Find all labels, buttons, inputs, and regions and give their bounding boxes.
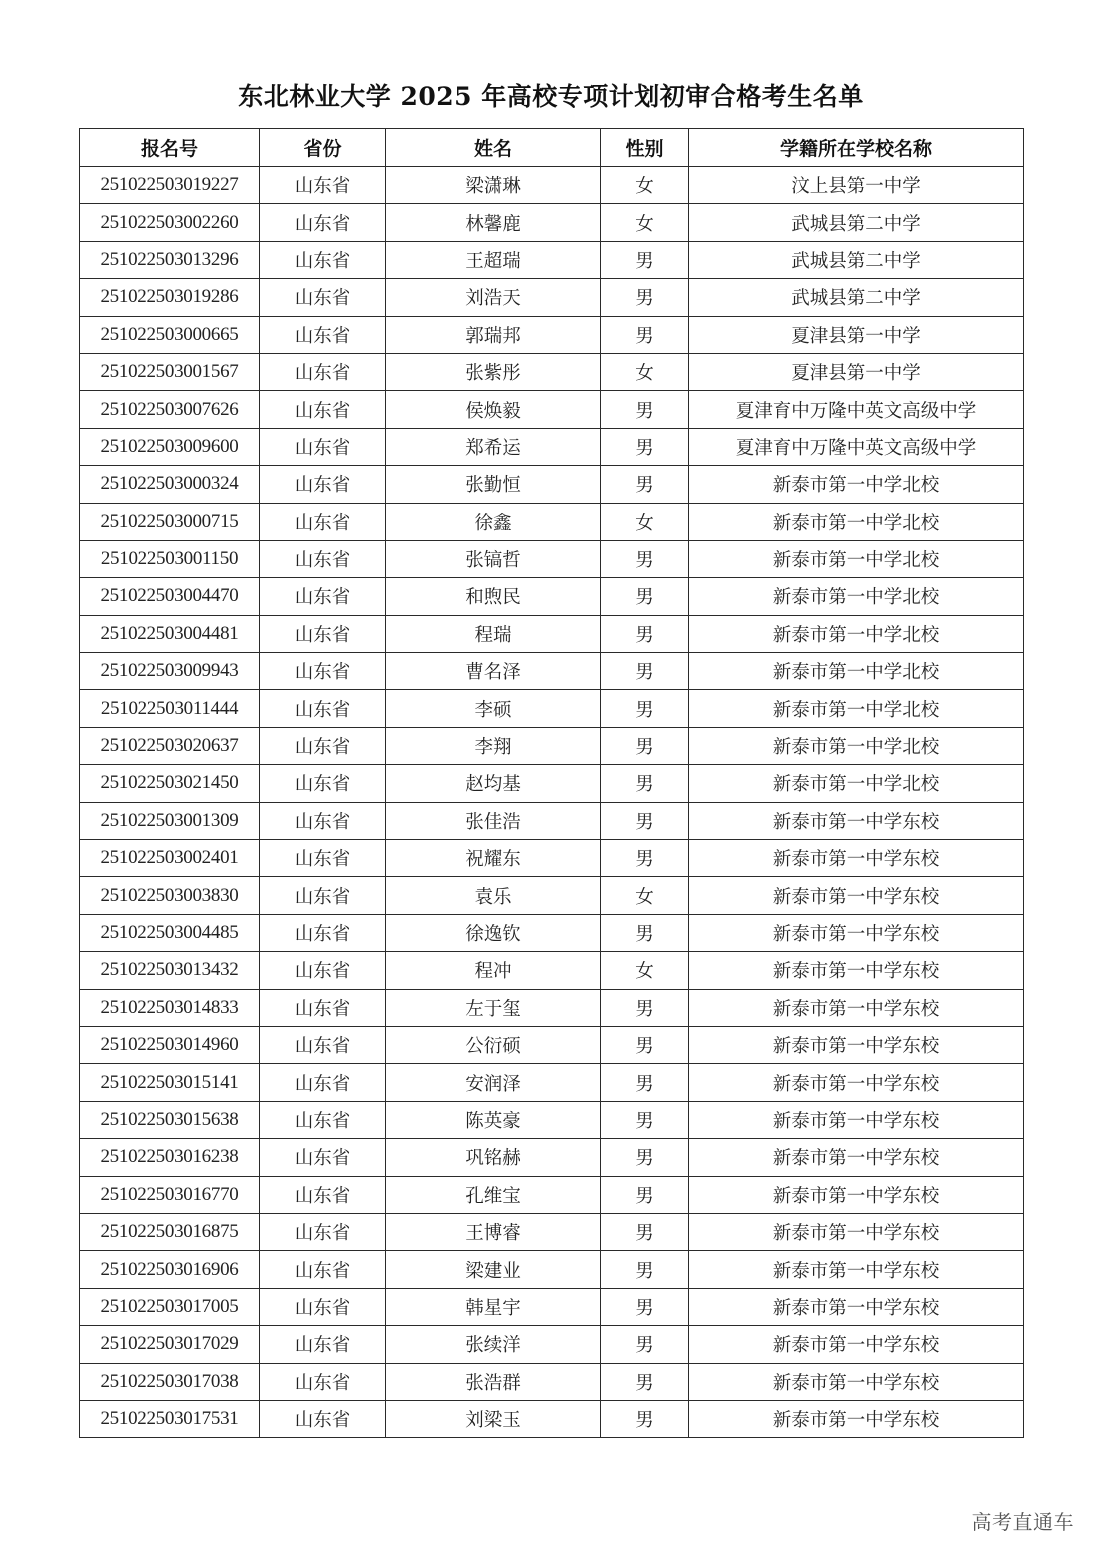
school-cell: 新泰市第一中学东校 bbox=[689, 1064, 1024, 1101]
table-row bbox=[80, 578, 1024, 615]
province-cell: 山东省 bbox=[260, 428, 386, 465]
school-cell: 新泰市第一中学北校 bbox=[689, 503, 1024, 540]
gender-cell: 男 bbox=[601, 279, 689, 316]
province-cell: 山东省 bbox=[260, 653, 386, 690]
table-row bbox=[80, 503, 1024, 540]
header-name: 姓名 bbox=[386, 129, 601, 167]
school-cell: 夏津育中万隆中英文高级中学 bbox=[689, 428, 1024, 465]
school-cell: 夏津育中万隆中英文高级中学 bbox=[689, 391, 1024, 428]
name-cell: 左于玺 bbox=[386, 989, 601, 1026]
name-cell: 巩铭赫 bbox=[386, 1139, 601, 1176]
province-cell: 山东省 bbox=[260, 279, 386, 316]
header-gender: 性别 bbox=[601, 129, 689, 167]
name-cell: 公衍硕 bbox=[386, 1026, 601, 1063]
registration-number-cell: 251022503013432 bbox=[80, 952, 260, 989]
province-cell: 山东省 bbox=[260, 1213, 386, 1250]
name-cell: 李硕 bbox=[386, 690, 601, 727]
school-cell: 武城县第二中学 bbox=[689, 279, 1024, 316]
document-title: 东北林业大学 2025 年高校专项计划初审合格考生名单 bbox=[238, 82, 864, 111]
gender-cell: 男 bbox=[601, 1251, 689, 1288]
school-cell: 新泰市第一中学东校 bbox=[689, 989, 1024, 1026]
province-cell: 山东省 bbox=[260, 391, 386, 428]
registration-number-cell: 251022503016238 bbox=[80, 1139, 260, 1176]
name-cell: 林馨鹿 bbox=[386, 204, 601, 241]
school-cell: 新泰市第一中学东校 bbox=[689, 1400, 1024, 1437]
school-cell: 新泰市第一中学北校 bbox=[689, 653, 1024, 690]
school-cell: 新泰市第一中学东校 bbox=[689, 1288, 1024, 1325]
registration-number-cell: 251022503001150 bbox=[80, 540, 260, 577]
school-cell: 新泰市第一中学北校 bbox=[689, 466, 1024, 503]
table-row bbox=[80, 765, 1024, 802]
name-cell: 郭瑞邦 bbox=[386, 316, 601, 353]
registration-number-cell: 251022503000324 bbox=[80, 466, 260, 503]
gender-cell: 男 bbox=[601, 690, 689, 727]
province-cell: 山东省 bbox=[260, 540, 386, 577]
registration-number-cell: 251022503016906 bbox=[80, 1251, 260, 1288]
school-cell: 夏津县第一中学 bbox=[689, 316, 1024, 353]
table-header-row bbox=[80, 129, 1024, 167]
province-cell: 山东省 bbox=[260, 952, 386, 989]
province-cell: 山东省 bbox=[260, 1400, 386, 1437]
table-row bbox=[80, 1326, 1024, 1363]
province-cell: 山东省 bbox=[260, 802, 386, 839]
table-row bbox=[80, 952, 1024, 989]
gender-cell: 男 bbox=[601, 1101, 689, 1138]
gender-cell: 女 bbox=[601, 877, 689, 914]
gender-cell: 男 bbox=[601, 428, 689, 465]
table-row bbox=[80, 690, 1024, 727]
registration-number-cell: 251022503020637 bbox=[80, 727, 260, 764]
table-row bbox=[80, 1288, 1024, 1325]
school-cell: 新泰市第一中学东校 bbox=[689, 1251, 1024, 1288]
school-cell: 新泰市第一中学东校 bbox=[689, 1213, 1024, 1250]
registration-number-cell: 251022503013296 bbox=[80, 241, 260, 278]
table-row bbox=[80, 167, 1024, 204]
province-cell: 山东省 bbox=[260, 503, 386, 540]
province-cell: 山东省 bbox=[260, 1064, 386, 1101]
table-row bbox=[80, 279, 1024, 316]
name-cell: 韩星宇 bbox=[386, 1288, 601, 1325]
registration-number-cell: 251022503009943 bbox=[80, 653, 260, 690]
table-row bbox=[80, 1101, 1024, 1138]
registration-number-cell: 251022503017029 bbox=[80, 1326, 260, 1363]
registration-number-cell: 251022503001309 bbox=[80, 802, 260, 839]
gender-cell: 男 bbox=[601, 989, 689, 1026]
school-cell: 新泰市第一中学东校 bbox=[689, 914, 1024, 951]
gender-cell: 女 bbox=[601, 204, 689, 241]
gender-cell: 男 bbox=[601, 914, 689, 951]
province-cell: 山东省 bbox=[260, 316, 386, 353]
name-cell: 郑希运 bbox=[386, 428, 601, 465]
table-row bbox=[80, 1213, 1024, 1250]
school-cell: 新泰市第一中学北校 bbox=[689, 727, 1024, 764]
table-row bbox=[80, 204, 1024, 241]
name-cell: 程冲 bbox=[386, 952, 601, 989]
table-row bbox=[80, 1026, 1024, 1063]
table-row bbox=[80, 241, 1024, 278]
registration-number-cell: 251022503002260 bbox=[80, 204, 260, 241]
school-cell: 汶上县第一中学 bbox=[689, 167, 1024, 204]
province-cell: 山东省 bbox=[260, 1176, 386, 1213]
table-row bbox=[80, 1363, 1024, 1400]
gender-cell: 男 bbox=[601, 1064, 689, 1101]
gender-cell: 男 bbox=[601, 578, 689, 615]
school-cell: 新泰市第一中学东校 bbox=[689, 1139, 1024, 1176]
province-cell: 山东省 bbox=[260, 353, 386, 390]
name-cell: 安润泽 bbox=[386, 1064, 601, 1101]
province-cell: 山东省 bbox=[260, 690, 386, 727]
registration-number-cell: 251022503016770 bbox=[80, 1176, 260, 1213]
table-row bbox=[80, 466, 1024, 503]
gender-cell: 男 bbox=[601, 1213, 689, 1250]
gender-cell: 女 bbox=[601, 503, 689, 540]
school-cell: 新泰市第一中学东校 bbox=[689, 802, 1024, 839]
gender-cell: 男 bbox=[601, 1176, 689, 1213]
registration-number-cell: 251022503021450 bbox=[80, 765, 260, 802]
header-province: 省份 bbox=[260, 129, 386, 167]
table-row bbox=[80, 1176, 1024, 1213]
gender-cell: 男 bbox=[601, 727, 689, 764]
name-cell: 刘梁玉 bbox=[386, 1400, 601, 1437]
name-cell: 李翔 bbox=[386, 727, 601, 764]
name-cell: 刘浩天 bbox=[386, 279, 601, 316]
name-cell: 祝耀东 bbox=[386, 840, 601, 877]
table-row bbox=[80, 840, 1024, 877]
school-cell: 新泰市第一中学东校 bbox=[689, 877, 1024, 914]
name-cell: 张佳浩 bbox=[386, 802, 601, 839]
province-cell: 山东省 bbox=[260, 765, 386, 802]
province-cell: 山东省 bbox=[260, 989, 386, 1026]
table-row bbox=[80, 428, 1024, 465]
gender-cell: 男 bbox=[601, 1139, 689, 1176]
province-cell: 山东省 bbox=[260, 241, 386, 278]
province-cell: 山东省 bbox=[260, 1026, 386, 1063]
school-cell: 武城县第二中学 bbox=[689, 241, 1024, 278]
table-row bbox=[80, 914, 1024, 951]
school-cell: 新泰市第一中学东校 bbox=[689, 1176, 1024, 1213]
registration-number-cell: 251022503000665 bbox=[80, 316, 260, 353]
school-cell: 夏津县第一中学 bbox=[689, 353, 1024, 390]
gender-cell: 男 bbox=[601, 802, 689, 839]
table-row bbox=[80, 1064, 1024, 1101]
table-row bbox=[80, 353, 1024, 390]
school-cell: 新泰市第一中学东校 bbox=[689, 1101, 1024, 1138]
province-cell: 山东省 bbox=[260, 914, 386, 951]
gender-cell: 男 bbox=[601, 316, 689, 353]
name-cell: 张续洋 bbox=[386, 1326, 601, 1363]
gender-cell: 女 bbox=[601, 952, 689, 989]
name-cell: 和煦民 bbox=[386, 578, 601, 615]
name-cell: 程瑞 bbox=[386, 615, 601, 652]
table-row bbox=[80, 615, 1024, 652]
province-cell: 山东省 bbox=[260, 1251, 386, 1288]
gender-cell: 男 bbox=[601, 1326, 689, 1363]
table-body bbox=[80, 167, 1024, 1438]
province-cell: 山东省 bbox=[260, 1326, 386, 1363]
school-cell: 武城县第二中学 bbox=[689, 204, 1024, 241]
registration-number-cell: 251022503015638 bbox=[80, 1101, 260, 1138]
name-cell: 张镐哲 bbox=[386, 540, 601, 577]
registration-number-cell: 251022503019227 bbox=[80, 167, 260, 204]
registration-number-cell: 251022503017038 bbox=[80, 1363, 260, 1400]
name-cell: 王博睿 bbox=[386, 1213, 601, 1250]
name-cell: 王超瑞 bbox=[386, 241, 601, 278]
name-cell: 徐鑫 bbox=[386, 503, 601, 540]
province-cell: 山东省 bbox=[260, 1363, 386, 1400]
gender-cell: 女 bbox=[601, 353, 689, 390]
school-cell: 新泰市第一中学东校 bbox=[689, 1026, 1024, 1063]
table-row bbox=[80, 653, 1024, 690]
gender-cell: 男 bbox=[601, 653, 689, 690]
gender-cell: 男 bbox=[601, 466, 689, 503]
province-cell: 山东省 bbox=[260, 727, 386, 764]
gender-cell: 男 bbox=[601, 391, 689, 428]
name-cell: 张勤恒 bbox=[386, 466, 601, 503]
gender-cell: 男 bbox=[601, 1363, 689, 1400]
header-school: 学籍所在学校名称 bbox=[689, 129, 1024, 167]
gender-cell: 男 bbox=[601, 1288, 689, 1325]
school-cell: 新泰市第一中学北校 bbox=[689, 615, 1024, 652]
registration-number-cell: 251022503017005 bbox=[80, 1288, 260, 1325]
name-cell: 梁建业 bbox=[386, 1251, 601, 1288]
name-cell: 曹名泽 bbox=[386, 653, 601, 690]
province-cell: 山东省 bbox=[260, 578, 386, 615]
table-row bbox=[80, 877, 1024, 914]
table-row bbox=[80, 1139, 1024, 1176]
gender-cell: 男 bbox=[601, 840, 689, 877]
name-cell: 袁乐 bbox=[386, 877, 601, 914]
school-cell: 新泰市第一中学北校 bbox=[689, 540, 1024, 577]
school-cell: 新泰市第一中学北校 bbox=[689, 690, 1024, 727]
gender-cell: 男 bbox=[601, 765, 689, 802]
province-cell: 山东省 bbox=[260, 466, 386, 503]
registration-number-cell: 251022503015141 bbox=[80, 1064, 260, 1101]
province-cell: 山东省 bbox=[260, 1288, 386, 1325]
registration-number-cell: 251022503017531 bbox=[80, 1400, 260, 1437]
gender-cell: 男 bbox=[601, 1400, 689, 1437]
registration-number-cell: 251022503009600 bbox=[80, 428, 260, 465]
header-registration-number: 报名号 bbox=[80, 129, 260, 167]
school-cell: 新泰市第一中学北校 bbox=[689, 765, 1024, 802]
province-cell: 山东省 bbox=[260, 204, 386, 241]
registration-number-cell: 251022503000715 bbox=[80, 503, 260, 540]
watermark: 高考直通车 bbox=[971, 1510, 1074, 1534]
name-cell: 张浩群 bbox=[386, 1363, 601, 1400]
province-cell: 山东省 bbox=[260, 1101, 386, 1138]
name-cell: 孔维宝 bbox=[386, 1176, 601, 1213]
province-cell: 山东省 bbox=[260, 615, 386, 652]
registration-number-cell: 251022503004485 bbox=[80, 914, 260, 951]
registration-number-cell: 251022503014833 bbox=[80, 989, 260, 1026]
table-row bbox=[80, 1251, 1024, 1288]
registration-number-cell: 251022503004470 bbox=[80, 578, 260, 615]
gender-cell: 男 bbox=[601, 241, 689, 278]
province-cell: 山东省 bbox=[260, 877, 386, 914]
table-row bbox=[80, 1400, 1024, 1437]
registration-number-cell: 251022503007626 bbox=[80, 391, 260, 428]
name-cell: 张紫彤 bbox=[386, 353, 601, 390]
school-cell: 新泰市第一中学东校 bbox=[689, 952, 1024, 989]
school-cell: 新泰市第一中学东校 bbox=[689, 840, 1024, 877]
name-cell: 赵均基 bbox=[386, 765, 601, 802]
registration-number-cell: 251022503014960 bbox=[80, 1026, 260, 1063]
registration-number-cell: 251022503001567 bbox=[80, 353, 260, 390]
registration-number-cell: 251022503019286 bbox=[80, 279, 260, 316]
registration-number-cell: 251022503011444 bbox=[80, 690, 260, 727]
school-cell: 新泰市第一中学北校 bbox=[689, 578, 1024, 615]
gender-cell: 男 bbox=[601, 1026, 689, 1063]
school-cell: 新泰市第一中学东校 bbox=[689, 1326, 1024, 1363]
table-row bbox=[80, 727, 1024, 764]
name-cell: 梁潇琳 bbox=[386, 167, 601, 204]
table-row bbox=[80, 989, 1024, 1026]
candidate-table bbox=[79, 128, 1024, 1438]
province-cell: 山东省 bbox=[260, 1139, 386, 1176]
name-cell: 徐逸钦 bbox=[386, 914, 601, 951]
registration-number-cell: 251022503003830 bbox=[80, 877, 260, 914]
gender-cell: 男 bbox=[601, 540, 689, 577]
gender-cell: 女 bbox=[601, 167, 689, 204]
registration-number-cell: 251022503004481 bbox=[80, 615, 260, 652]
registration-number-cell: 251022503016875 bbox=[80, 1213, 260, 1250]
school-cell: 新泰市第一中学东校 bbox=[689, 1363, 1024, 1400]
table-row bbox=[80, 540, 1024, 577]
name-cell: 侯焕毅 bbox=[386, 391, 601, 428]
gender-cell: 男 bbox=[601, 615, 689, 652]
province-cell: 山东省 bbox=[260, 167, 386, 204]
registration-number-cell: 251022503002401 bbox=[80, 840, 260, 877]
table-row bbox=[80, 391, 1024, 428]
province-cell: 山东省 bbox=[260, 840, 386, 877]
table-row bbox=[80, 316, 1024, 353]
table-row bbox=[80, 802, 1024, 839]
name-cell: 陈英豪 bbox=[386, 1101, 601, 1138]
